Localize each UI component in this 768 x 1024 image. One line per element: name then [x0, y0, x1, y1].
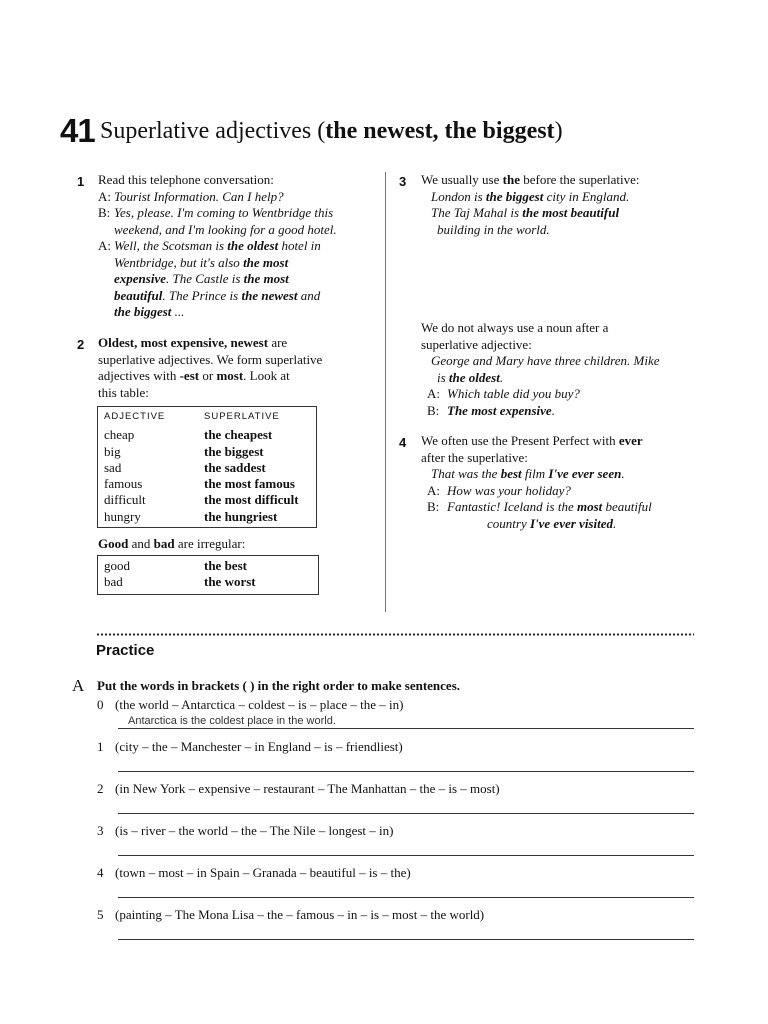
superlative-cell: the worst: [204, 574, 256, 590]
unit-title: Superlative adjectives (the newest, the biggest): [100, 118, 563, 144]
answer-line[interactable]: [118, 939, 694, 940]
adjective-cell: sad: [104, 459, 122, 475]
item-number: 0: [97, 697, 104, 712]
superlative-cell: the saddest: [204, 459, 266, 475]
answer-line[interactable]: [118, 813, 694, 814]
table-row: [104, 427, 316, 443]
unit-number: 41: [60, 112, 95, 149]
item-number: 4: [97, 865, 104, 880]
item-number: 3: [97, 823, 104, 838]
section-1-number: 1: [77, 174, 85, 189]
irregular-table: [97, 555, 319, 595]
answer-line[interactable]: [118, 855, 694, 856]
item-prompt: (is – river – the world – the – The Nile – longest – in): [115, 823, 394, 838]
irregular-note: Good and bad are irregular:: [98, 536, 246, 551]
adjective-cell: bad: [104, 574, 123, 590]
superlative-cell: the most difficult: [204, 492, 299, 508]
item-number: 2: [97, 781, 104, 796]
section-3-number: 3: [399, 174, 407, 189]
adjective-cell: difficult: [104, 492, 146, 508]
superlative-cell: the biggest: [204, 443, 264, 459]
section-3-part-2: We do not always use a noun after a superlative adjective: George and Mary have three children. Mike is the oldest. A: Which table did you buy? B: The most expensive.: [421, 320, 660, 418]
column-divider: [385, 172, 386, 612]
section-1: Read this telephone conversation: A: Tourist Information. Can I help? B: Yes, please. I'm coming to Wentbridge this weekend, and I'm looking for a good hotel. A: Well, the Scotsman is the oldest hotel in Wentbridge, but it's also the most expensive. The Castle is the most beautiful. The Prince is the newest and the biggest ...: [98, 172, 337, 319]
superlative-cell: the cheapest: [204, 427, 273, 443]
table-row: [104, 558, 318, 574]
section-4: We often use the Present Perfect with ever after the superlative: That was the best film I've ever seen. A: How was your holiday? B: Fantastic! Iceland is the most beautiful country I've ever visited.: [421, 433, 652, 531]
section-2-text: Oldest, most expensive, newest are superlative adjectives. We form superlative adjectives with -est or most. Look at this table:: [98, 335, 323, 400]
adjective-cell: cheap: [104, 427, 135, 443]
column-header-superlative: SUPERLATIVE: [204, 411, 280, 422]
adjective-cell: big: [104, 443, 121, 459]
example-answer: Antarctica is the coldest place in the world.: [128, 715, 336, 727]
table-row: [104, 460, 316, 476]
table-row: [104, 574, 318, 590]
exercise-letter: A: [72, 676, 85, 695]
answer-line[interactable]: [118, 771, 694, 772]
superlative-table: [97, 406, 317, 528]
item-prompt: (the world – Antarctica – coldest – is – place – the – in): [115, 697, 404, 712]
section-4-number: 4: [399, 435, 407, 450]
adjective-cell: famous: [104, 476, 143, 492]
table-row: [104, 444, 316, 460]
exercise-instruction: Put the words in brackets ( ) in the right order to make sentences.: [97, 678, 460, 693]
answer-line[interactable]: [118, 897, 694, 898]
table-row: [104, 492, 316, 508]
item-prompt: (in New York – expensive – restaurant – The Manhattan – the – is – most): [115, 781, 500, 796]
item-prompt: (painting – The Mona Lisa – the – famous – in – is – most – the world): [115, 907, 485, 922]
section-3: We usually use the before the superlative: London is the biggest city in England. The Taj Mahal is the most beautiful building in the world.: [421, 172, 640, 237]
superlative-cell: the hungriest: [204, 508, 278, 524]
item-number: 1: [97, 739, 104, 754]
dotted-separator: [96, 633, 694, 636]
table-row: [104, 509, 316, 525]
item-number: 5: [97, 907, 104, 922]
adjective-cell: hungry: [104, 508, 141, 524]
table-row: [104, 476, 316, 492]
answer-line[interactable]: [118, 728, 694, 729]
item-prompt: (town – most – in Spain – Granada – beautiful – is – the): [115, 865, 411, 880]
superlative-cell: the most famous: [204, 476, 295, 492]
column-header-adjective: ADJECTIVE: [104, 411, 166, 422]
superlative-cell: the best: [204, 558, 247, 573]
section-2-number: 2: [77, 337, 85, 352]
practice-heading: Practice: [96, 642, 155, 659]
item-prompt: (city – the – Manchester – in England – is – friendliest): [115, 739, 403, 754]
adjective-cell: good: [104, 558, 130, 573]
